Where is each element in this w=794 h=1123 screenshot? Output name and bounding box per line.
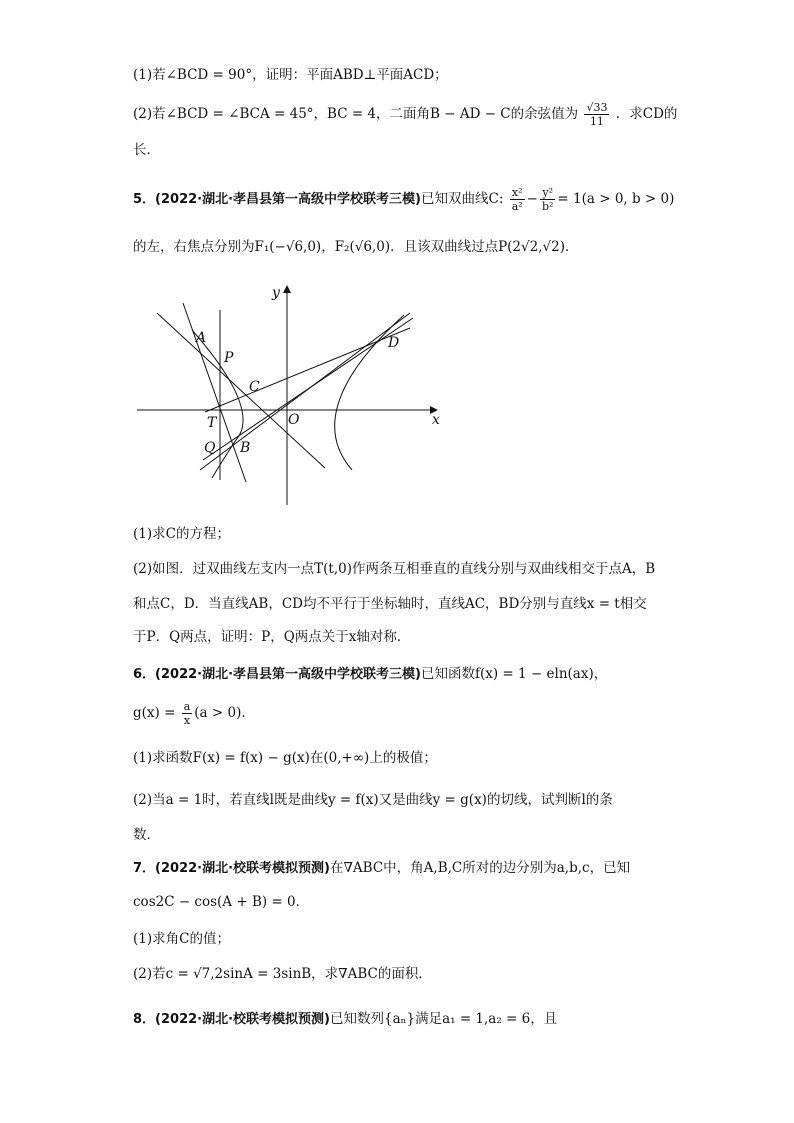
q6-part2-l1: (2)当a = 1时，若直线l既是曲线y = f(x)又是曲线y = g(x)的切线，试判断l的条	[133, 792, 613, 808]
q4-cosine-fraction	[584, 101, 609, 128]
label-x: x	[432, 412, 440, 428]
q8-intro: 已知数列{aₙ}满足a₁ = 1,a₂ = 6，且	[330, 1011, 558, 1027]
q4-part2-cont: 长．	[133, 142, 160, 158]
line-BD	[200, 313, 410, 470]
q5-frac-y-den: b²	[541, 200, 554, 213]
q5-part2-l3: 于P．Q两点，证明：P，Q两点关于x轴对称．	[133, 629, 411, 645]
label-O: O	[288, 412, 300, 428]
q5-part2-l2: 和点C，D．当直线AB，CD均不平行于坐标轴时，直线AC，BD分别与直线x = t相交	[133, 596, 647, 612]
label-C: C	[249, 379, 260, 395]
q7-line2: cos2C − cos(A + B) = 0．	[133, 894, 310, 910]
line-TD	[205, 328, 410, 412]
q4-part1: (1)若∠BCD = 90°，证明：平面ABD⊥平面ACD；	[133, 67, 448, 83]
q5-header-line	[133, 186, 674, 213]
q5-frac-y-num: y²	[540, 186, 555, 200]
q6-g-post: (a > 0)．	[194, 705, 255, 721]
label-D: D	[388, 335, 400, 351]
label-T: T	[207, 415, 217, 431]
q5-intro: 已知双曲线C:	[421, 191, 504, 207]
q8-source: 8．(2022·湖北·校联考模拟预测)	[133, 1012, 330, 1027]
q5-line2: 的左，右焦点分别为F₁(−√6,0)，F₂(√6,0)．且该双曲线过点P(2√2,√2)．	[133, 239, 579, 255]
q6-source: 6．(2022·湖北·孝昌县第一高级中学校联考三模)	[133, 667, 421, 682]
q6-g-num: a	[183, 700, 191, 713]
q6-part2-l2: 数．	[133, 827, 160, 843]
q7-part1: (1)求角C的值；	[133, 931, 230, 947]
q5-frac-x-num: x²	[510, 186, 525, 200]
label-B: B	[240, 440, 251, 456]
q7-intro: 在∇ABC中，角A,B,C所对的边分别为a,b,c，已知	[330, 860, 631, 876]
q5-eq-rest: = 1(a > 0, b > 0)	[557, 191, 675, 207]
q6-g-def	[133, 700, 255, 727]
q8-header-line	[133, 1009, 557, 1030]
q5-minus: −	[526, 191, 538, 207]
q6-part1: (1)求函数F(x) = f(x) − g(x)在(0,+∞)上的极值；	[133, 750, 437, 766]
q5-source: 5．(2022·湖北·孝昌县第一高级中学校联考三模)	[133, 192, 421, 207]
q5-part2-l1: (2)如图．过双曲线左支内一点T(t,0)作两条互相垂直的直线分别与双曲线相交于点A，B	[133, 561, 656, 577]
q6-g-frac	[182, 700, 193, 727]
q5-part1: (1)求C的方程；	[133, 526, 230, 542]
q7-header-line	[133, 858, 630, 879]
q6-intro: 已知函数f(x) = 1 − eln(ax)，	[421, 666, 608, 682]
q5-frac-x-den: a²	[511, 200, 523, 213]
q7-source: 7．(2022·湖北·校联考模拟预测)	[133, 861, 330, 876]
label-y: y	[272, 285, 280, 301]
q5-frac-y	[540, 186, 555, 213]
q6-g-pre: g(x) =	[133, 705, 176, 721]
q6-g-den: x	[183, 714, 191, 727]
q4-part2-tail: ．求CD的	[615, 106, 678, 122]
q6-header-line	[133, 664, 607, 685]
hyperbola-figure	[130, 280, 450, 510]
q4-part2-text: (2)若∠BCD = ∠BCA = 45°，BC = 4，二面角B − AD − C的余弦值为	[133, 106, 579, 122]
q4-frac-num: √33	[586, 101, 608, 114]
q4-part2	[133, 101, 677, 128]
q5-frac-x	[510, 186, 525, 213]
label-A: A	[196, 330, 207, 346]
label-Q: Q	[204, 440, 216, 456]
q4-frac-den: 11	[589, 115, 604, 128]
q7-part2: (2)若c = √7,2sinA = 3sinB，求∇ABC的面积．	[133, 966, 432, 982]
label-P: P	[224, 350, 234, 366]
